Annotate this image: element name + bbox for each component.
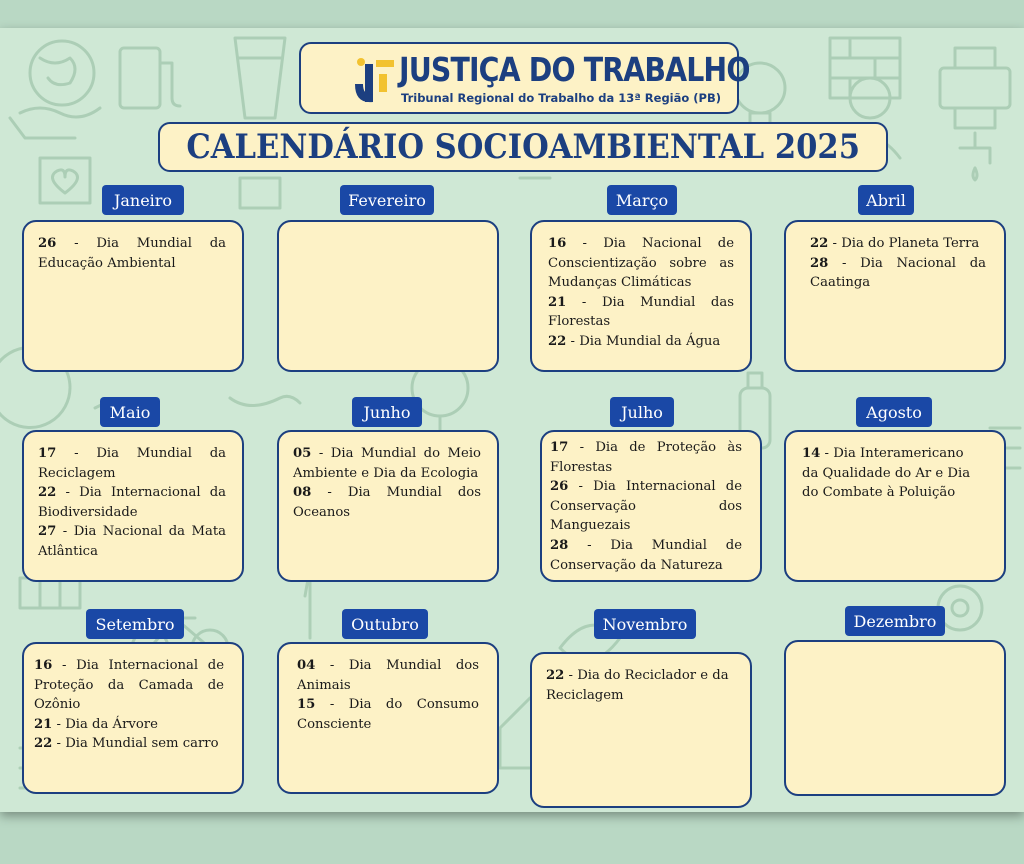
calendar-poster <box>0 28 1024 812</box>
page-title: CALENDÁRIO SOCIOAMBIENTAL 2025 <box>186 127 860 167</box>
title-banner <box>158 122 888 172</box>
month-tab-dezembro: Dezembro <box>845 606 945 636</box>
logo-subtitle: Tribunal Regional do Trabalho da 13ª Região (PB) <box>401 91 721 105</box>
event-item: 16 - Dia Nacional de Conscientização sobre as Mudanças Climáticas <box>548 236 734 291</box>
month-tab-marco: Março <box>607 185 677 215</box>
event-item: 22 - Dia Mundial sem carro <box>34 736 219 752</box>
event-item: 22 - Dia Mundial da Água <box>548 333 721 349</box>
month-box-outubro <box>277 642 499 794</box>
event-item: 17 - Dia Mundial da Reciclagem <box>38 446 226 481</box>
logo-title: JUSTIÇA DO TRABALHO <box>399 50 750 89</box>
event-item: 22 - Dia do Planeta Terra <box>810 236 980 251</box>
month-tab-julho: Julho <box>610 397 674 427</box>
month-box-maio <box>22 430 244 582</box>
event-item: 21 - Dia Mundial das Florestas <box>548 294 735 330</box>
month-box-janeiro <box>22 220 244 372</box>
month-tab-maio: Maio <box>100 397 160 427</box>
event-item: 08 - Dia Mundial dos Oceanos <box>293 485 481 520</box>
month-box-novembro <box>530 652 752 808</box>
event-item: 28 - Dia Nacional da Caatinga <box>810 255 986 291</box>
event-item: 04 - Dia Mundial dos Animais <box>297 658 479 693</box>
month-box-abril <box>784 220 1006 372</box>
month-box-fevereiro <box>277 220 499 372</box>
month-box-julho <box>540 430 762 582</box>
month-tab-fevereiro: Fevereiro <box>340 185 434 215</box>
event-item: 26 - Dia Mundial da Educação Ambiental <box>38 236 226 271</box>
event-item: 16 - Dia Internacional de Proteção da Camada de Ozônio <box>34 658 224 713</box>
event-item: 26 - Dia Internacional de Conservação dos Manguezais <box>550 479 742 534</box>
month-tab-junho: Junho <box>352 397 422 427</box>
month-tab-agosto: Agosto <box>856 397 932 427</box>
month-box-marco <box>530 220 752 372</box>
month-box-agosto <box>784 430 1006 582</box>
month-tab-janeiro: Janeiro <box>102 185 184 215</box>
event-item: 22 - Dia Internacional da Biodiversidade <box>38 485 226 520</box>
event-item: 21 - Dia da Árvore <box>34 716 158 732</box>
event-item: 14 - Dia Interamericano da Qualidade do Ar e Dia do Combate à Poluição <box>802 446 971 501</box>
event-item: 15 - Dia do Consumo Consciente <box>297 697 479 732</box>
month-tab-novembro: Novembro <box>594 609 696 639</box>
month-tab-outubro: Outubro <box>342 609 428 639</box>
event-item: 22 - Dia do Reciclador e da Reciclagem <box>546 668 729 703</box>
event-item: 28 - Dia Mundial de Conservação da Natureza <box>550 537 742 573</box>
month-box-setembro <box>22 642 244 794</box>
month-tab-abril: Abril <box>858 185 914 215</box>
logo-banner <box>299 42 750 114</box>
event-item: 05 - Dia Mundial do Meio Ambiente e Dia da Ecologia <box>293 446 481 481</box>
month-tab-setembro: Setembro <box>86 609 184 639</box>
month-box-dezembro <box>784 640 1006 796</box>
event-item: 27 - Dia Nacional da Mata Atlântica <box>38 524 226 559</box>
justica-do-trabalho-logo-icon <box>351 56 397 106</box>
month-box-junho <box>277 430 499 582</box>
event-item: 17 - Dia de Proteção às Florestas <box>550 440 742 475</box>
